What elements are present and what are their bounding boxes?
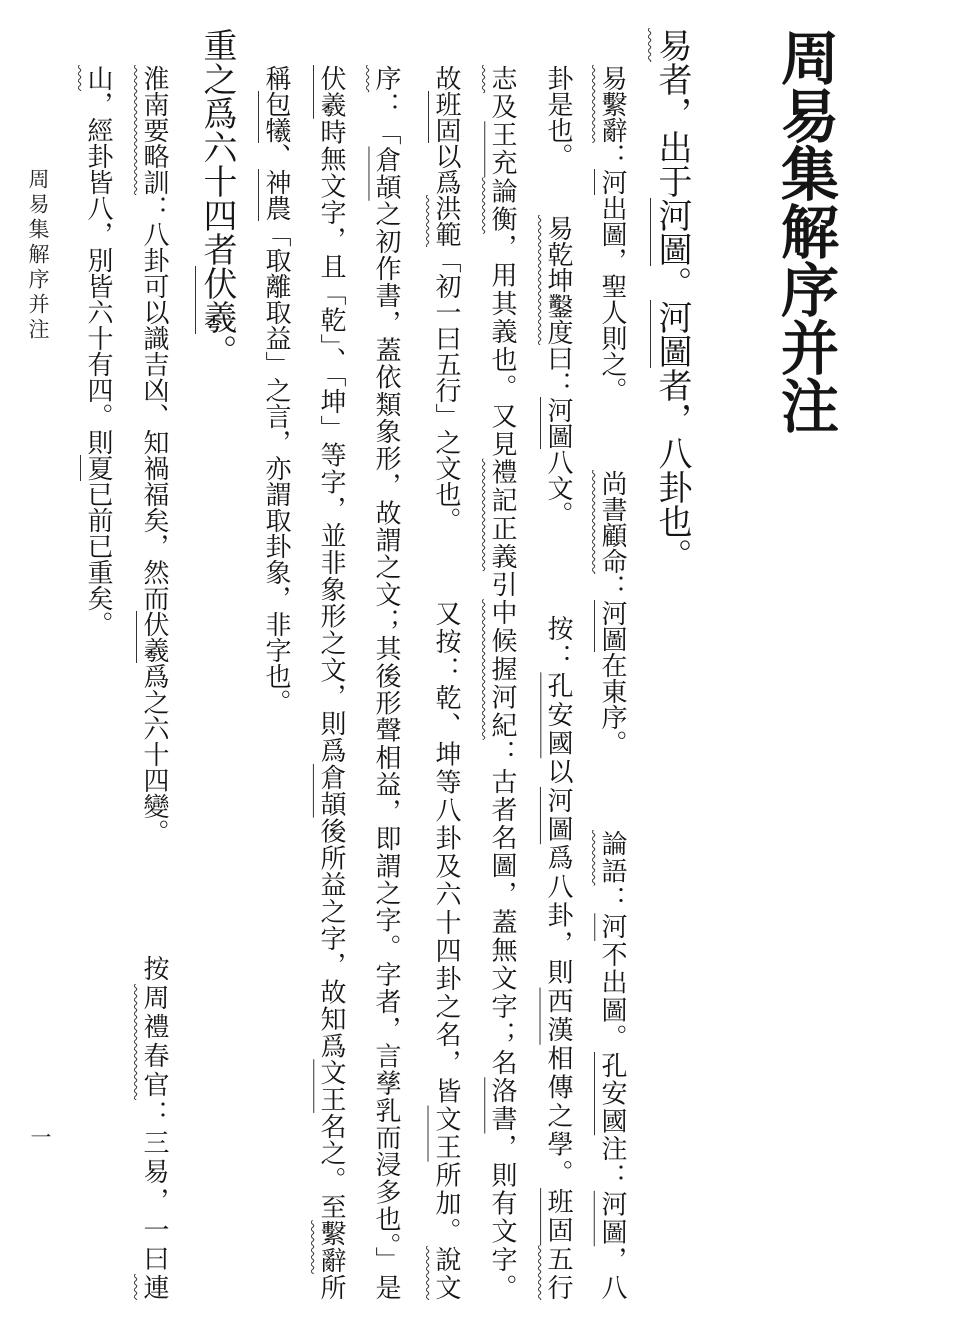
proper-name: 伏羲 xyxy=(316,65,346,119)
text-run: 重之爲六十四者 xyxy=(197,28,237,266)
running-head: 周易集解序并注 xyxy=(26,168,50,343)
proper-name: 河 xyxy=(597,169,627,195)
book-title: 周禮春官 xyxy=(139,984,169,1100)
book-title: 五行 xyxy=(543,1245,573,1300)
commentary-group xyxy=(592,830,632,1300)
commentary-column xyxy=(482,0,522,1331)
proper-name: 孔安國 xyxy=(543,672,573,759)
text-run: 在東序。 xyxy=(597,652,627,756)
text-run: ： xyxy=(597,143,627,169)
book-title: 易乾坤鑿度 xyxy=(543,215,573,345)
text-run: 注： xyxy=(597,1135,627,1191)
book-title: 序 xyxy=(371,65,401,93)
text-run: 稱 xyxy=(261,65,291,91)
text-run: 又按：乾、坤等八卦及六十四卦之名，皆 xyxy=(431,600,461,1106)
text-run: 以 xyxy=(543,758,573,787)
text-run: 之初作書，蓋依類象形，故謂之文；其後形聲相益，即謂之字。字者，言孳乳而浸多也。」是 xyxy=(371,200,401,1300)
commentary-column xyxy=(366,0,406,1331)
proper-name: 西漢 xyxy=(543,987,573,1045)
commentary-group xyxy=(592,470,632,820)
text-run: 八文。 xyxy=(543,449,573,527)
proper-name: 班固 xyxy=(431,91,461,143)
text-run: 名之。至 xyxy=(316,1112,346,1221)
commentary-column xyxy=(426,0,466,1331)
book-title: 易 xyxy=(652,28,692,62)
commentary-group xyxy=(482,65,522,1300)
text-run: 已前已重矣。 xyxy=(83,481,113,637)
commentary-group xyxy=(538,65,578,205)
commentary-group xyxy=(134,65,174,925)
proper-name: 孔安國 xyxy=(597,1052,627,1136)
text-run: ，八 xyxy=(597,1246,627,1300)
book-title: 連 xyxy=(139,1274,169,1300)
proper-name: 班固 xyxy=(543,1188,573,1246)
text-run: 爲之六十四變。 xyxy=(139,663,169,845)
book-title: 易繫辭 xyxy=(597,65,627,143)
text-run: 出圖，聖人則之。 xyxy=(597,195,627,403)
book-title: 論衡 xyxy=(487,177,517,234)
commentary-group xyxy=(256,65,296,765)
text-run: 不出圖。 xyxy=(597,941,627,1052)
page-title: 周易集解序并注 xyxy=(771,28,839,434)
book-title: 淮南要略訓 xyxy=(139,65,169,195)
text-run: ，用其義也。又見 xyxy=(487,233,517,459)
text-run: 者，出于 xyxy=(652,62,692,198)
commentary-group xyxy=(426,600,466,1300)
text-run: ：「 xyxy=(371,92,401,147)
text-run: ：三易，一曰 xyxy=(139,1100,169,1274)
proper-name: 河圖 xyxy=(597,1190,627,1247)
page-number: 一 xyxy=(28,1126,52,1151)
proper-name: 河圖 xyxy=(652,300,692,368)
proper-name: 河圖 xyxy=(543,786,573,845)
text-run: 按： xyxy=(543,615,573,673)
book-title: 山 xyxy=(83,65,113,91)
text-run: 相傳之學。 xyxy=(543,1044,573,1189)
commentary-group xyxy=(592,65,632,465)
commentary-column xyxy=(311,0,351,1331)
book-title: 禮記正義 xyxy=(487,458,517,572)
proper-name: 神農 xyxy=(261,169,291,221)
text-run: 及 xyxy=(487,93,517,122)
text-run: ，經卦皆八，別皆六十有四。則 xyxy=(83,91,113,455)
text-run: 。 xyxy=(652,266,692,300)
book-title: 說文 xyxy=(431,1245,461,1300)
book-title: 志 xyxy=(487,65,517,94)
proper-name: 夏 xyxy=(83,455,113,481)
book-title: 論語 xyxy=(597,830,627,886)
proper-name: 伏羲 xyxy=(139,611,169,663)
main-text-column xyxy=(648,28,696,598)
main-text-column xyxy=(193,28,241,428)
commentary-group xyxy=(538,615,578,1300)
commentary-column xyxy=(256,0,296,1331)
text-run: 「初一曰五行」之文也。 xyxy=(431,247,461,533)
commentary-group xyxy=(366,65,406,1300)
text-run: ： xyxy=(597,574,627,600)
text-run: ，則有文字。 xyxy=(487,1133,517,1300)
proper-name: 伏羲 xyxy=(197,266,237,334)
text-run: 時無文字，且「乾」、「坤」等字，並非象形之文，則爲 xyxy=(316,118,346,764)
text-run: 、 xyxy=(261,143,291,169)
text-run: 按 xyxy=(139,955,169,984)
book-title: 尚書顧命 xyxy=(597,470,627,574)
proper-name: 王充 xyxy=(487,121,517,178)
proper-name: 文王 xyxy=(431,1105,461,1162)
text-run: 以爲 xyxy=(431,143,461,195)
commentary-group xyxy=(78,65,118,715)
text-run: 。 xyxy=(197,334,237,368)
text-run: 故 xyxy=(431,65,461,91)
proper-name: 洛書 xyxy=(487,1077,517,1134)
commentary-column xyxy=(592,0,632,1331)
text-run: ： xyxy=(597,885,627,914)
text-run: 曰： xyxy=(543,345,573,397)
text-run: ：八卦可以識吉凶、知禍福矣，然而 xyxy=(139,195,169,611)
book-title: 中候握河紀 xyxy=(487,599,517,740)
text-run: 後所益之字，故知爲 xyxy=(316,817,346,1060)
proper-name: 河圖 xyxy=(652,198,692,266)
text-run: 引 xyxy=(487,571,517,600)
text-run: 者，八卦也。 xyxy=(652,368,692,572)
proper-name: 倉頡 xyxy=(371,146,401,201)
commentary-group xyxy=(538,215,578,605)
proper-name: 倉頡 xyxy=(316,763,346,818)
proper-name: 河圖 xyxy=(543,397,573,449)
commentary-column xyxy=(78,0,118,1331)
proper-name: 文王 xyxy=(316,1059,346,1113)
commentary-column xyxy=(134,0,174,1331)
text-run: 「取離取益」之言，亦謂取卦象，非字也。 xyxy=(261,221,291,715)
proper-name: 包犧 xyxy=(261,91,291,143)
text-run: 卦是也。 xyxy=(543,65,573,169)
book-title: 繫辭 xyxy=(316,1220,346,1275)
commentary-group xyxy=(134,955,174,1300)
commentary-column xyxy=(538,0,578,1331)
text-run: 所 xyxy=(316,1274,346,1300)
text-run: 爲八卦，則 xyxy=(543,844,573,988)
commentary-group xyxy=(311,65,351,1300)
text-run: 所加。 xyxy=(431,1161,461,1246)
proper-name: 河圖 xyxy=(597,600,627,652)
commentary-group xyxy=(426,65,466,585)
proper-name: 河 xyxy=(597,913,627,941)
book-title: 洪範 xyxy=(431,195,461,247)
text-run: ：古者名圖，蓋無文字；名 xyxy=(487,739,517,1078)
